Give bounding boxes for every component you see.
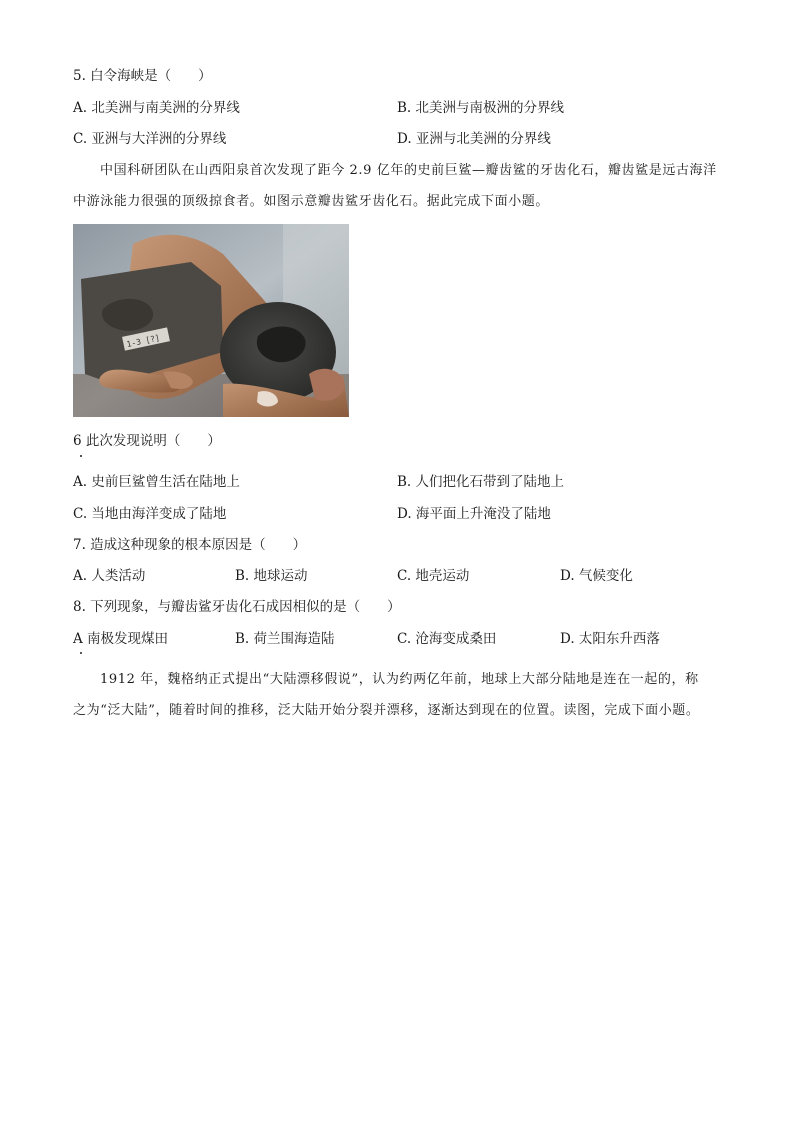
passage-shark-fossil-line-1: 中国科研团队在山西阳泉首次发现了距今 2.9 亿年的史前巨鲨—瓣齿鲨的牙齿化石，瓣齿鲨是远古海洋 — [100, 163, 717, 178]
question-7-option-b: B. 地球运动 — [235, 568, 308, 584]
question-5-option-a: A. 北美洲与南美洲的分界线 — [73, 100, 240, 116]
question-5-option-c: C. 亚洲与大洋洲的分界线 — [73, 131, 227, 147]
question-7-option-a: A. 人类活动 — [73, 568, 146, 584]
stray-dot-mark — [80, 652, 82, 654]
fossil-photo-illustration — [73, 224, 349, 417]
question-6-option-c: C. 当地由海洋变成了陆地 — [73, 506, 227, 522]
fossil-specimen-label: 1-3 [?] — [125, 333, 161, 350]
question-6-options-row-2 — [73, 505, 754, 523]
passage-shark-fossil — [73, 155, 723, 217]
shark-tooth-fossil-photo — [73, 224, 349, 417]
question-8-stem: 8. 下列现象，与瓣齿鲨牙齿化石成因相似的是（ ） — [73, 599, 401, 615]
question-7-option-d: D. 气候变化 — [560, 568, 633, 584]
question-8-option-a: A 南极发现煤田 — [73, 631, 169, 647]
question-5-stem: 5. 白令海峡是（ ） — [73, 68, 212, 84]
question-5-option-d: D. 亚洲与北美洲的分界线 — [397, 131, 551, 147]
question-6-stem: 6 此次发现说明（ ） — [73, 433, 221, 449]
question-8-option-b: B. 荷兰围海造陆 — [235, 631, 335, 647]
question-8-options — [73, 630, 754, 648]
passage-continental-drift-line-1: 1912 年，魏格纳正式提出“大陆漂移假说”，认为约两亿年前，地球上大部分陆地是连在一起的，称 — [100, 672, 699, 687]
question-6-option-b: B. 人们把化石带到了陆地上 — [397, 474, 565, 490]
question-8-option-c: C. 沧海变成桑田 — [397, 631, 497, 647]
question-7-options — [73, 567, 754, 585]
passage-continental-drift — [73, 664, 723, 726]
question-5-options-row-1 — [73, 99, 754, 117]
passage-shark-fossil-line-2: 中游泳能力很强的顶级掠食者。如图示意瓣齿鲨牙齿化石。据此完成下面小题。 — [73, 194, 550, 209]
question-6-options-row-1 — [73, 473, 754, 491]
question-5-option-b: B. 北美洲与南极洲的分界线 — [397, 100, 565, 116]
question-6-option-d: D. 海平面上升淹没了陆地 — [397, 506, 551, 522]
question-8-option-d: D. 太阳东升西落 — [560, 631, 660, 647]
question-6-option-a: A. 史前巨鲨曾生活在陆地上 — [73, 474, 240, 490]
question-5-options-row-2 — [73, 130, 754, 148]
question-7-option-c: C. 地壳运动 — [397, 568, 470, 584]
question-7-stem: 7. 造成这种现象的根本原因是（ ） — [73, 537, 307, 553]
passage-continental-drift-line-2: 之为“泛大陆”，随着时间的推移，泛大陆开始分裂并漂移，逐渐达到现在的位置。读图，完成下面小题。 — [73, 703, 700, 718]
stray-dot-mark — [80, 455, 82, 457]
